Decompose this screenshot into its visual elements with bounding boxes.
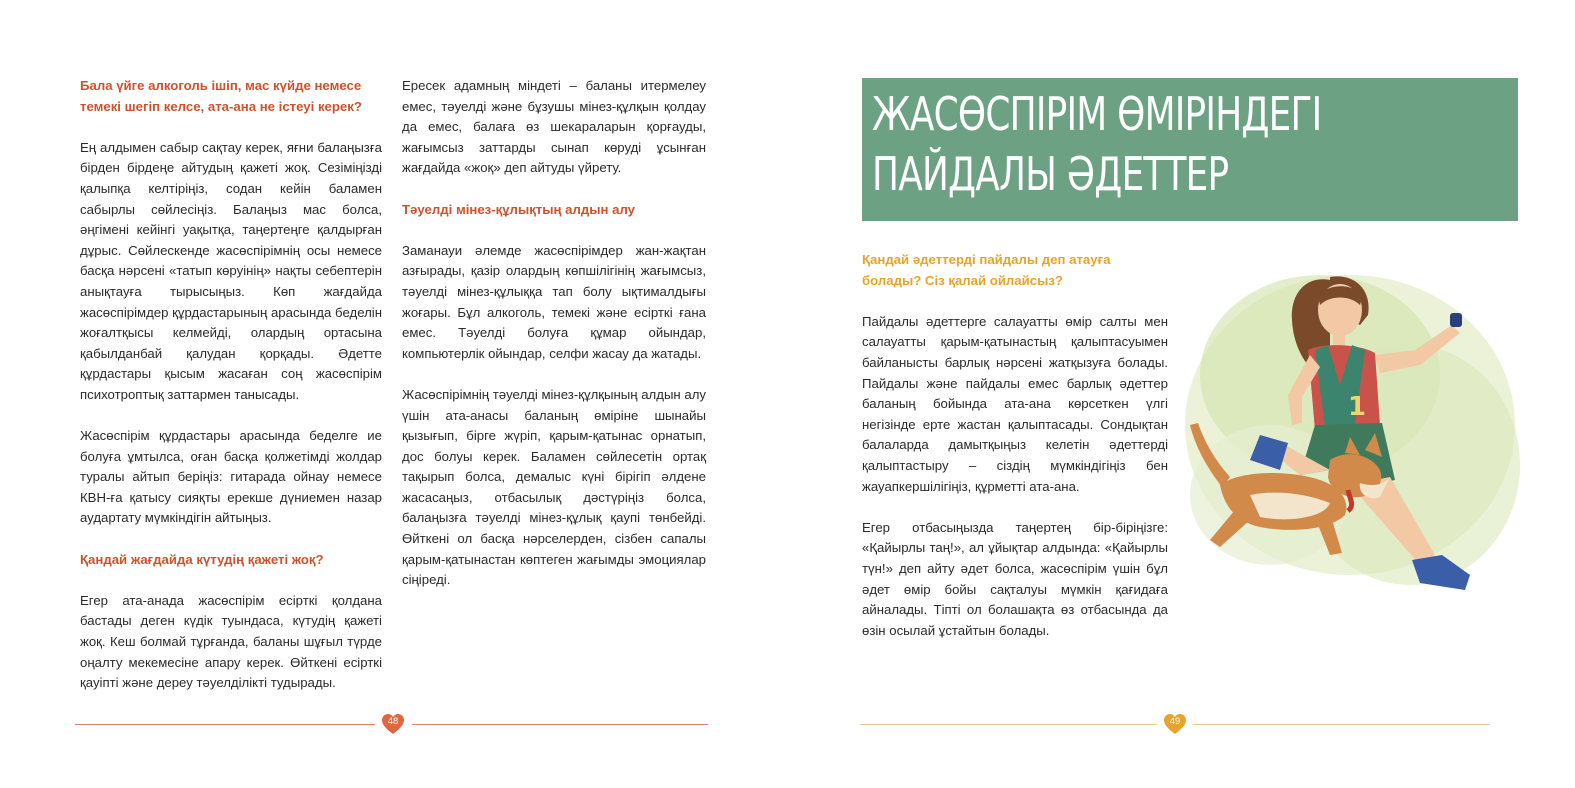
chapter-title-line-1: ЖАСӨСПІРІМ ӨМІРІНДЕГІ: [872, 87, 1322, 141]
paragraph-peer-status: Жасөспірім құрдастары арасында беделге ие болуға ұмтылса, оған басқа қолжетімді жолдар туралы айтып беріңіз: гитарада ойнау немесе КВН-ға қатысу сияқты ерекше дүниемен назар аудартату мүмкіндігін айтыңыз.: [80, 428, 382, 526]
page-number-badge-right: [1163, 712, 1187, 736]
chapter-title-line-2: ПАЙДАЛЫ ӘДЕТТЕР: [872, 147, 1229, 201]
page-number-badge-left: [381, 712, 405, 736]
left-page: [0, 0, 787, 788]
paragraph-rehab: Егер ата-анада жасөспірім есірткі қолдана бастады деген күдік туындаса, күтудің қажеті жоқ. Кеш болмай тұрғанда, баланы шұғыл түрде оңалту мекемесіне апару керек. Өйткені есірткі қауіпті және дереу тәуелділікті тудырады.: [80, 592, 382, 691]
footer-rule-right: [860, 724, 1157, 725]
paragraph-adult-duty: Ересек адамның міндеті – баланы итермелеу емес, тәуелді және бұзушы мінез-құлқын қолдау да емес, балаға өз шекараларын қорғауды, жағымсыз заттарды сынап көруді ұсынған жағдайда «жоқ» деп айтуды үйрету.: [402, 78, 706, 176]
page-number-right: 49: [1169, 716, 1181, 727]
paragraph-parent-involvement: Жасөспірімнің тәуелді мінез-құлқының алдын алу үшін ата-анасы баланың өміріне шынайы қызығып, бірге жүріп, қарым-қатынас орнатып, дос болуы керек. Баламен сөйлесетін ортақ тақырып болса, демалыс күні бірігіп әлдене жасасаңыз, отбасылық дәстүріңіз болса, балаңызға тәуелді мінез-құлық қаупі төнбейді. Өйткені ол басқа нәрселерден, сізбен сапалы қарым-қатынастан көптеген жағымды эмоциялар сіңіреді.: [402, 386, 706, 588]
footer-rule-right-2: [1193, 724, 1490, 725]
footer-rule-left-2: [412, 724, 708, 725]
left-column-2: [402, 76, 706, 611]
svg-text:1: 1: [1348, 392, 1367, 422]
footer-rule-left: [75, 724, 375, 725]
running-girl-dog-illustration: [1180, 255, 1520, 625]
heading-no-waiting: Қандай жағдайда күтудің қажеті жоқ?: [80, 551, 324, 567]
heading-prevention: Тәуелді мінез-құлықтың алдын алу: [402, 201, 635, 217]
paragraph-good-morning: Егер отбасыңызда таңертең бір-біріңізге: «Қайырлы таң!», ал ұйықтар алдында: «Қайырлы түн!» деп айту әдет болса, жасөспірім үшін бұл әдет өмір бойы сақталуы мүмкін қағидаға айналады. Тіпті ол болашақта өз отбасында да өзін осылай ұстайтын болады.: [862, 519, 1168, 638]
paragraph-stay-calm: Ең алдымен сабыр сақтау керек, яғни балаңызға бірден бірдеңе айтудың қажеті жоқ. Сезіміңізді қалыпқа келтіріңіз, содан кейін баламен сабырлы сөйлесіңіз. Балаңыз мас болса, әңгімені кейінгі уақытқа, таңертеңге қалдырған дұрыс. Сөйлескенде жасөспірімнің осы немесе басқа нәрсені «татып көруінің» нақты себептерін анықтауға тырысыңыз. Көп жағдайда жасөспірімдер құрдастарының арасында беделін жоғалтқысы келмейді, олардың ортасына қабылданбай қалудан қорқады. Әдетте құрдастары қысым жасаған соң жасөспірім психотроптық заттармен танысады.: [80, 139, 382, 402]
paragraph-healthy-habits: Пайдалы әдеттерге салауатты өмір салты мен салауатты қарым-қатынастың қалыптасуымен байланысты барлық нәрсені жатқызуға болады. Пайдалы және пайдалы емес барлық әдеттер баланың бойында ата-ана көрсеткен үлгі негізінде ерте жастан қалыптасады. Сондықтан балаларда дамытқыңыз келетін әдеттерді қалыптастыру – сіздің мүмкіндігіңіз бен жауапкершілігіңіз, құрметті ата-ана.: [862, 313, 1168, 494]
chapter-title-banner: [862, 78, 1518, 221]
right-column: [862, 250, 1168, 662]
left-column-1: [80, 76, 382, 714]
paragraph-modern-world: Заманауи әлемде жасөспірімдер жан-жақтан азғырады, қазір олардың көпшілігінің жағымсыз, тәуелді мінез-құлыққа тап болу ықтималдығы жоғары. Бұл алкоголь, темекі және есірткі ғана емес. Тәуелді болуға құмар ойындар, компьютерлік ойындар, селфи жасау да жатады.: [402, 242, 706, 361]
heading-useful-habits: Қандай әдеттерді пайдалы деп атауға болады? Сіз қалай ойлайсыз?: [862, 252, 1111, 288]
page-number-left: 48: [387, 716, 399, 727]
running-girl-icon: [1180, 255, 1520, 625]
heading-alcohol-question: Бала үйге алкоголь ішіп, мас күйде немесе темекі шегіп келсе, ата-ана не істеуі керек?: [80, 78, 362, 114]
